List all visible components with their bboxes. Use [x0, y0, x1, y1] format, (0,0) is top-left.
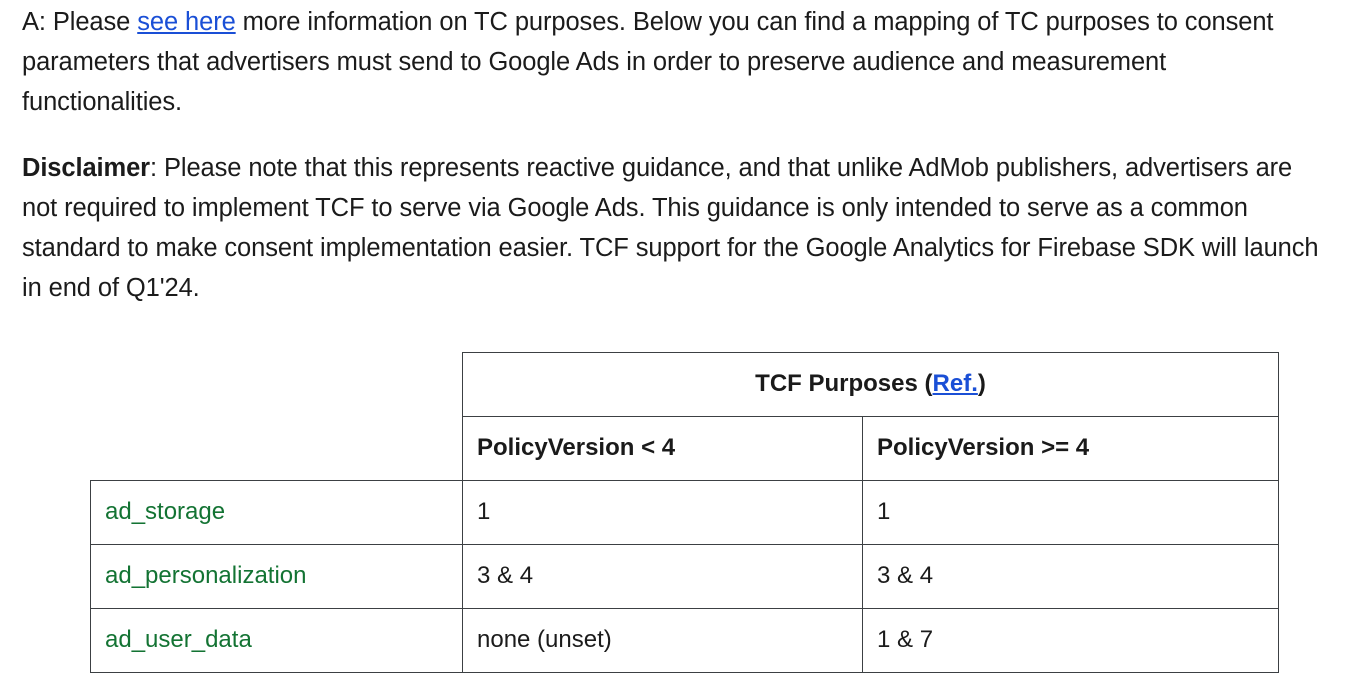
- document-page: [0, 2, 1346, 678]
- table-row: [91, 480, 1279, 544]
- table-row: [91, 608, 1279, 672]
- value-ad-user-data-gte4: 1 & 7: [863, 608, 1279, 672]
- disclaimer-paragraph: [22, 148, 1324, 308]
- param-name-ad-user-data: ad_user_data: [91, 608, 463, 672]
- corner-blank-cell: [91, 352, 463, 416]
- value-ad-personalization-lt4: 3 & 4: [463, 544, 863, 608]
- param-name-ad-storage: ad_storage: [91, 480, 463, 544]
- table-header-row-group: [91, 352, 1279, 416]
- subheader-policyversion-lt4: PolicyVersion < 4: [463, 416, 863, 480]
- group-header-suffix: ): [977, 370, 986, 397]
- answer-rest: more information on TC purposes. Below you can find a mapping of TC purposes to consent parameters that advertisers must send to Google Ads in order to preserve audience and measurement functionalities.: [22, 8, 1274, 116]
- ref-link[interactable]: Ref.: [932, 370, 978, 397]
- answer-paragraph: [22, 2, 1324, 122]
- table-header-row-sub: [91, 416, 1279, 480]
- group-header-prefix: TCF Purposes (: [755, 370, 933, 397]
- value-ad-user-data-lt4: none (unset): [463, 608, 863, 672]
- answer-prefix: A: Please: [22, 8, 138, 36]
- value-ad-storage-gte4: 1: [863, 480, 1279, 544]
- value-ad-personalization-gte4: 3 & 4: [863, 544, 1279, 608]
- tcf-purposes-group-header: [463, 352, 1279, 416]
- corner-blank-cell-2: [91, 416, 463, 480]
- subheader-policyversion-gte4: PolicyVersion >= 4: [863, 416, 1279, 480]
- param-name-ad-personalization: ad_personalization: [91, 544, 463, 608]
- disclaimer-label: Disclaimer: [22, 153, 150, 182]
- table-row: [91, 544, 1279, 608]
- disclaimer-text: : Please note that this represents reactive guidance, and that unlike AdMob publishers, advertisers are not required to implement TCF to serve via Google Ads. This guidance is only intended to serve as a common standard to make consent implementation easier. TCF support for the Google Analytics for Firebase SDK will launch in end of Q1'24.: [22, 153, 1319, 302]
- tcf-purposes-table-wrapper: [22, 352, 1324, 673]
- value-ad-storage-lt4: 1: [463, 480, 863, 544]
- tcf-purposes-table: [90, 352, 1279, 673]
- see-here-link[interactable]: see here: [137, 8, 236, 36]
